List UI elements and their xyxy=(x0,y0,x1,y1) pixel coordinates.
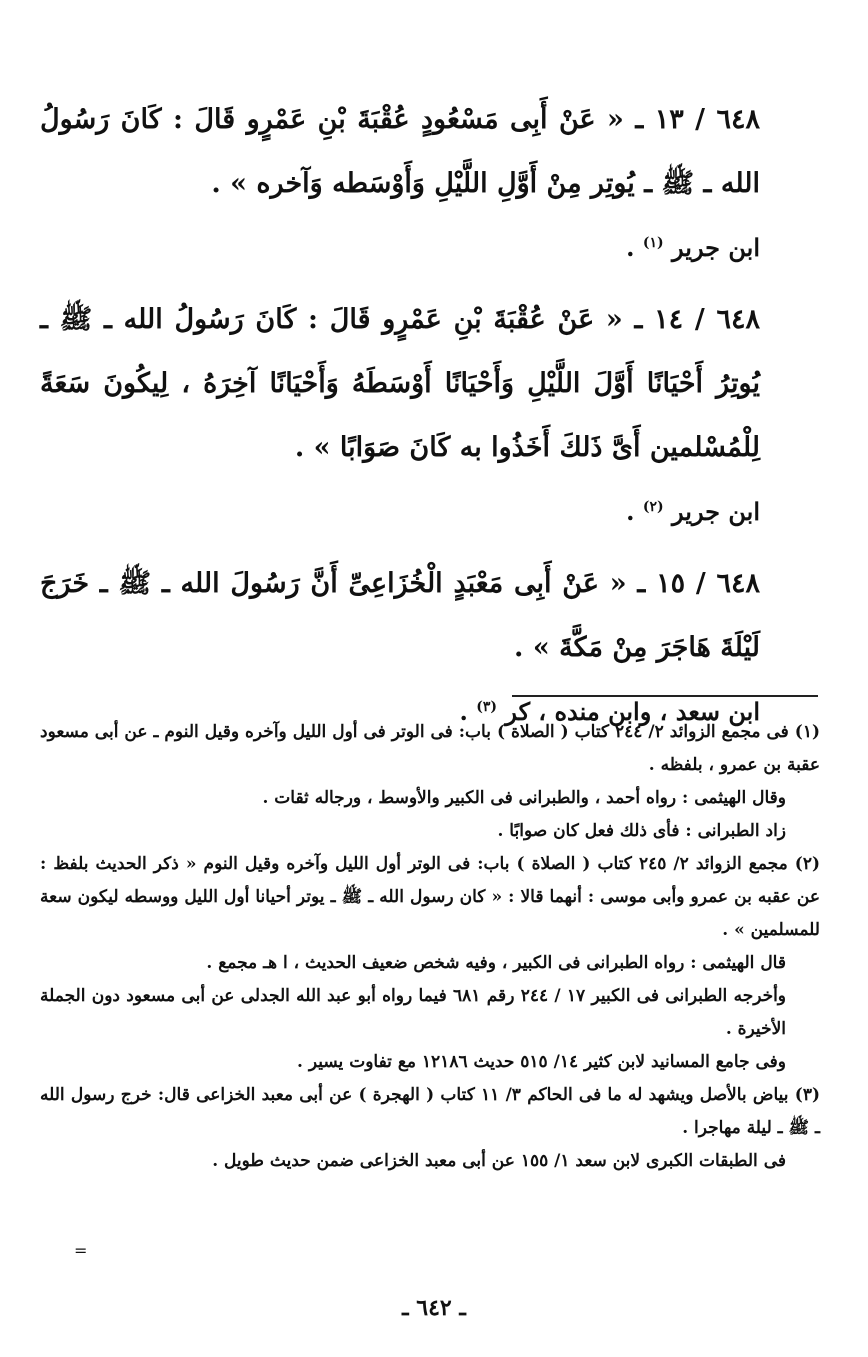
footnote-1-line: زاد الطبرانى : فأى ذلك فعل كان صوابًا . xyxy=(497,821,786,841)
main-text xyxy=(40,88,760,752)
footnote-2-line: قال الهيثمى : رواه الطبرانى فى الكبير ، وفيه شخص ضعيف الحديث ، ا هـ مجمع . xyxy=(206,953,786,973)
source-14-text: ابن جرير xyxy=(672,497,760,526)
source-14: ابن جرير $^{(٢)}$ . xyxy=(626,497,760,526)
footnote-1-line: وقال الهيثمى : رواه أحمد ، والطبرانى فى الكبير والأوسط ، ورجاله ثقات . xyxy=(262,788,786,808)
footnote-2-line: وفى جامع المسانيد لابن كثير ١٤/ ٥١٥ حديث ١٢١٨٦ مع تفاوت يسير . xyxy=(297,1052,786,1072)
source-15: ابن سعد ، وابن منده ، كر $^{(٣)}$ . xyxy=(459,697,760,726)
footnote-1: (١) فى مجمع الزوائد ٢/ ٢٤٤ كتاب ( الصلاة ) باب: فى الوتر فى أول الليل وآخره وقيل النوم ـ عن أبى مسعود عقبة بن عمرو ، بلفظه . xyxy=(40,722,821,775)
page-number: ـ ٦٤٢ ـ xyxy=(402,1295,466,1321)
source-13-text: ابن جرير xyxy=(672,233,760,262)
source-15-text: ابن سعد ، وابن منده ، كر xyxy=(505,697,760,726)
footnote-3-line: فى الطبقات الكبرى لابن سعد ١/ ١٥٥ عن أبى معبد الخزاعى ضمن حديث طويل . xyxy=(212,1151,786,1171)
footnote-ref-3[interactable]: (٣) xyxy=(476,699,497,715)
footnote-ref-1[interactable]: (١) xyxy=(642,235,664,251)
hadith-13: ٦٤٨ / ١٣ ـ « عَنْ أَبِى مَسْعُودٍ عُقْبَةَ بْنِ عَمْرٍو قَالَ : كَانَ رَسُولُ الله ـ ﷺ ـ يُوتِر مِنْ أَوَّلِ اللَّيْلِ وَأَوْسَطه وَآخره » . xyxy=(40,104,760,199)
hadith-15: ٦٤٨ / ١٥ ـ « عَنْ أَبِى مَعْبَدٍ الْخُزَاعِىِّ أَنَّ رَسُولَ الله ـ ﷺ ـ خَرَجَ لَيْلَةَ هَاجَرَ مِنْ مَكَّةَ » . xyxy=(40,568,760,663)
footnote-ref-2[interactable]: (٢) xyxy=(642,499,664,515)
continuation-mark: = xyxy=(74,1241,88,1260)
footnote-2: (٢) مجمع الزوائد ٢/ ٢٤٥ كتاب ( الصلاة ) باب: فى الوتر أول الليل وآخره وقيل النوم « ذكر الحديث بلفظ : عن عقبه بن عمرو وأبى موسى : أنهما قالا : « كان رسول الله ـ ﷺ ـ يوتر أحيانا أول الليل ووسطه ليكون سعة للمسلمين » . xyxy=(40,854,821,940)
hadith-14: ٦٤٨ / ١٤ ـ « عَنْ عُقْبَةَ بْنِ عَمْرٍو قَالَ : كَانَ رَسُولُ الله ـ ﷺ ـ يُوتِرُ أَحْيَانًا أَوَّلَ اللَّيْلِ وَأَحْيَانًا أَوْسَطَهُ وَأَحْيَانًا آخِرَهُ ، لِيكُونَ سَعَةً لِلْمُسْلمين أَىَّ ذَلكَ أَخَذُوا به كَانَ صَوَابًا » . xyxy=(40,304,760,463)
footnote-3: (٣) بياض بالأصل ويشهد له ما فى الحاكم ٣/ ١١ كتاب ( الهجرة ) عن أبى معبد الخزاعى قال: خرج رسول الله ـ ﷺ ـ ليلة مهاجرا . xyxy=(40,1085,820,1138)
footnote-divider xyxy=(512,695,818,697)
footnotes xyxy=(40,716,820,1178)
source-13: ابن جرير $^{(١)}$ . xyxy=(626,233,760,262)
footnote-2-line: وأخرجه الطبرانى فى الكبير ١٧ / ٢٤٤ رقم ٦٨١ فيما رواه أبو عبد الله الجدلى عن أبى مسعود دون الجملة الأخيرة . xyxy=(40,986,787,1039)
